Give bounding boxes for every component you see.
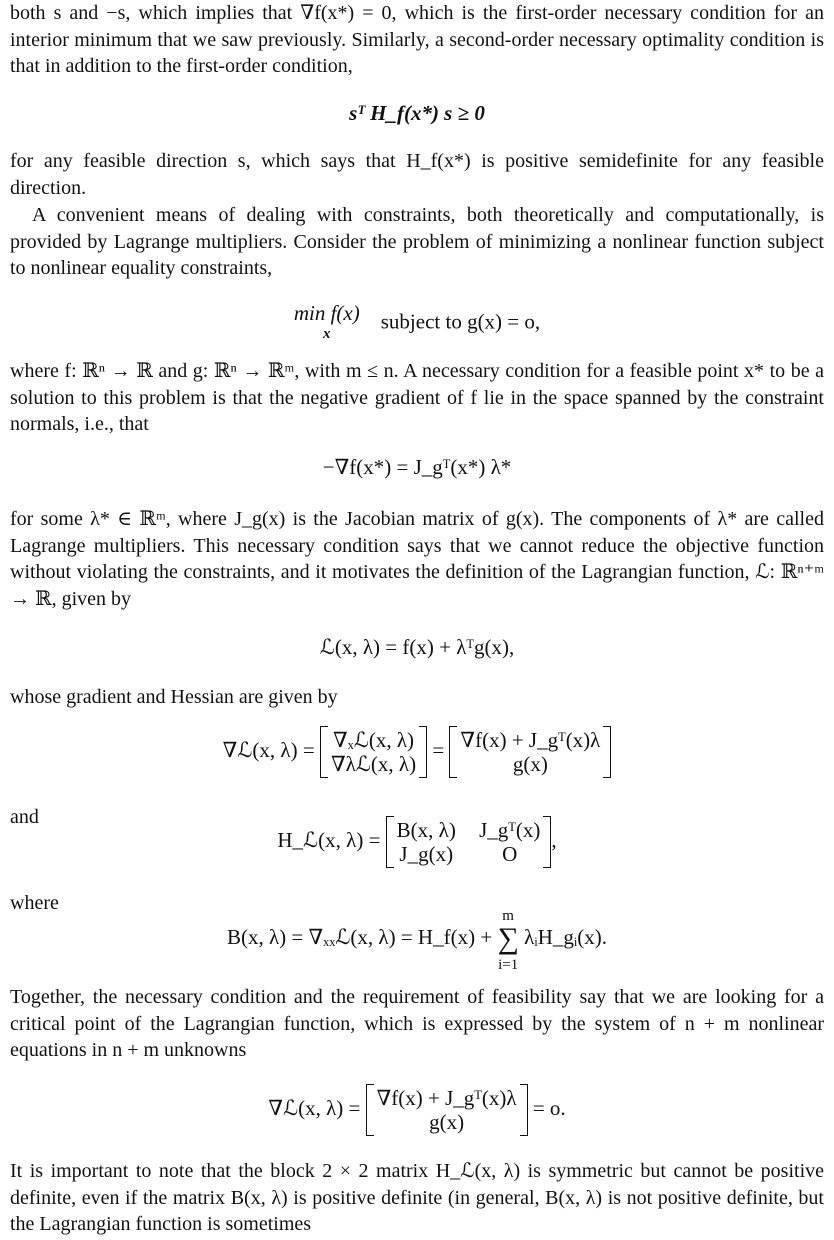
min-subscript: x [323, 326, 331, 342]
sum-lower-limit: i=1 [498, 957, 519, 973]
equation-critical-system [0, 1084, 834, 1136]
equation-constrained-problem [0, 301, 834, 343]
hessian-matrix [386, 816, 552, 868]
equation-lagrangian-hessian [0, 816, 834, 868]
summation [497, 904, 518, 974]
system-matrix [366, 1084, 528, 1136]
equation-gradient-condition: −∇f(x*) = J_gᵀ(x*) λ* [322, 455, 512, 479]
gradient-expanded-top: ∇f(x) + J_gᵀ(x)λ [460, 728, 601, 752]
equation-b-matrix [0, 904, 834, 974]
gradient-matrix-right [449, 726, 611, 778]
sum-symbol: ∑ [497, 922, 519, 955]
hessian-jacobian-transpose-entry: J_gᵀ(x) [479, 818, 541, 842]
paragraph-semidefinite: for any feasible direction s, which says that H_f(x*) is positive semidefinite for any feasible direction. [10, 150, 824, 199]
hessian-comma: , [551, 827, 557, 852]
paragraph-where: where [10, 892, 59, 914]
hessian-lhs: H_ℒ(x, λ) = [277, 827, 381, 852]
constraint-text: subject to g(x) = o, [380, 309, 541, 334]
paragraph-lagrange-intro: A convenient means of dealing with constraints, both theoretically and computationally, is provided by Lagrange multipliers. Consider the problem of minimizing a nonlinear function subject to nonlinear equality constraints, [10, 204, 824, 279]
system-lhs: ∇ℒ(x, λ) = [268, 1095, 361, 1120]
paragraph-symmetric-note: It is important to note that the block 2 × 2 matrix H_ℒ(x, λ) is symmetric but cannot be positive definite, even if the matrix B(x, λ) is positive definite (in general, B(x, λ) is not positive definite, but the Lagrangian function is sometimes [10, 1160, 824, 1235]
equation-second-order: sᵀ H_f(x*) s ≥ 0 [349, 101, 485, 125]
equation-lagrangian: ℒ(x, λ) = f(x) + λᵀg(x), [319, 635, 515, 659]
gradient-lhs: ∇ℒ(x, λ) = [222, 737, 315, 762]
paragraph-gradient-hessian: whose gradient and Hessian are given by [10, 686, 338, 708]
gradient-x-entry: ∇ₓℒ(x, λ) [332, 728, 415, 752]
system-top-entry: ∇f(x) + J_gᵀ(x)λ [376, 1086, 517, 1110]
paragraph-first-order: both s and −s, which implies that ∇f(x*) = 0, which is the first-order necessary condition for an interior minimum that we saw previously. Similarly, a second-order necessary optimality condition is that in addition to the first-order condition, [10, 2, 824, 77]
paragraph-necessary-condition: where f: ℝⁿ → ℝ and g: ℝⁿ → ℝᵐ, with m ≤ n. A necessary condition for a feasible point x* to be a solution to this problem is that the negative gradient of f lie in the space spanned by the constraint normals, i.e., that [10, 360, 824, 435]
equation-lagrangian-gradient [0, 726, 834, 778]
gradient-expanded-bottom: g(x) [512, 752, 548, 776]
sum-upper-limit: m [502, 908, 514, 924]
paragraph-critical-point: Together, the necessary condition and the requirement of feasibility say that we are looking for a critical point of the Lagrangian function, which is expressed by the system of n + m nonlinear equations in n + m unknowns [10, 986, 824, 1061]
gradient-lambda-entry: ∇λℒ(x, λ) [330, 752, 417, 776]
paragraph-and: and [10, 806, 39, 828]
system-rhs: = o. [532, 1095, 566, 1120]
hessian-zero-block: O [502, 842, 518, 866]
gradient-matrix-left [320, 726, 427, 778]
b-matrix-lhs: B(x, λ) = ∇ₓₓℒ(x, λ) = H_f(x) + [226, 924, 493, 949]
hessian-jacobian-entry: J_g(x) [399, 842, 454, 866]
system-bottom-entry: g(x) [429, 1110, 465, 1134]
min-operator: min f(x) [293, 301, 360, 325]
equals-sign: = [432, 737, 445, 762]
hessian-b-entry: B(x, λ) [396, 818, 456, 842]
b-matrix-rhs: λᵢH_gᵢ(x). [524, 924, 608, 949]
paragraph-lagrange-multipliers: for some λ* ∈ ℝᵐ, where J_g(x) is the Jacobian matrix of g(x). The components of λ* are called Lagrange multipliers. This necessary condition says that we cannot reduce the objective function without violating the constraints, and it motivates the definition of the Lagrangian function, ℒ: ℝⁿ⁺ᵐ → ℝ, given by [10, 508, 824, 610]
